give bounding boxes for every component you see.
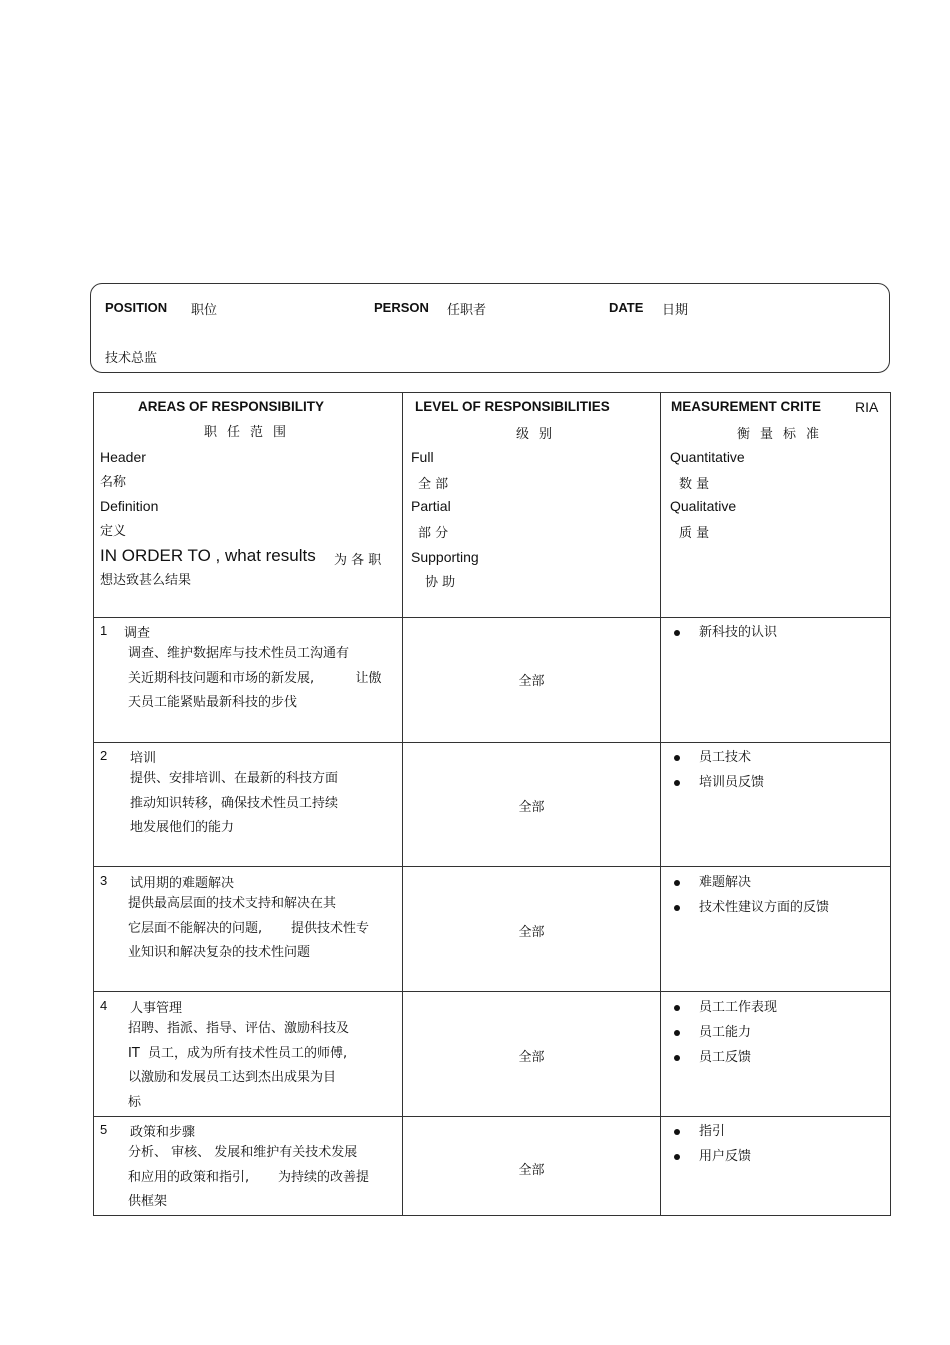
criteria-list	[671, 745, 764, 795]
level-cell	[403, 743, 661, 867]
level-title-cn: 级别	[516, 427, 563, 442]
measurement-quantitative-en: Quantitative	[670, 449, 745, 465]
row-number: 1	[100, 623, 108, 638]
row-description	[128, 1141, 390, 1215]
areas-definition-en: Definition	[100, 498, 159, 514]
table-row	[94, 618, 891, 743]
area-cell	[94, 992, 403, 1117]
areas-order-en: IN ORDER TO , what results	[100, 546, 316, 565]
row-description	[128, 892, 390, 966]
table-row	[94, 992, 891, 1117]
areas-definition-cn: 定义	[100, 524, 127, 539]
description-line: 提供、安排培训、在最新的科技方面	[130, 771, 339, 786]
criteria-cell	[661, 992, 891, 1117]
description-line: 天员工能紧贴最新科技的步伐	[128, 695, 298, 710]
table-row	[94, 1117, 891, 1216]
level-value: 全部	[518, 1163, 545, 1178]
areas-title: AREAS OF RESPONSIBILITY	[138, 399, 325, 414]
criteria-item: 用户反馈	[671, 1144, 751, 1169]
areas-title-cn: 职任范围	[204, 425, 297, 440]
level-supporting-cn: 协 助	[425, 575, 456, 590]
level-header-cell	[403, 393, 661, 618]
measurement-title-cn: 衡量标准	[737, 427, 830, 442]
row-title: 人事管理	[130, 1001, 183, 1016]
level-full-cn: 全 部	[418, 477, 449, 492]
criteria-cell	[661, 867, 891, 992]
position-value: 技术总监	[105, 351, 158, 366]
description-line: 业知识和解决复杂的技术性问题	[128, 945, 311, 960]
row-number: 2	[100, 748, 108, 763]
level-full-en: Full	[411, 449, 434, 465]
criteria-list	[671, 1119, 751, 1169]
description-line: 提供最高层面的技术支持和解决在其	[128, 896, 337, 911]
criteria-item: 指引	[671, 1119, 751, 1144]
criteria-list	[671, 620, 777, 645]
date-label-cn: 日期	[662, 303, 689, 318]
description-line: IT 员工，成为所有技术性员工的师傅,	[128, 1045, 348, 1061]
measurement-quantitative-cn: 数 量	[679, 477, 710, 492]
row-description	[130, 767, 392, 841]
row-description	[128, 642, 390, 716]
criteria-list	[671, 995, 777, 1070]
areas-header-cn: 名称	[100, 475, 127, 490]
description-line: 它层面不能解决的问题, 提供技术性专	[128, 920, 370, 936]
level-partial-cn: 部 分	[418, 526, 449, 541]
row-number: 5	[100, 1122, 108, 1137]
criteria-cell	[661, 618, 891, 743]
measurement-title-a: MEASUREMENT CRITE	[671, 399, 822, 414]
level-supporting-en: Supporting	[411, 549, 479, 565]
level-title: LEVEL OF RESPONSIBILITIES	[415, 399, 610, 414]
table-row	[94, 743, 891, 867]
date-label: DATE	[609, 300, 644, 315]
level-value: 全部	[518, 925, 545, 940]
row-title: 政策和步骤	[130, 1125, 196, 1140]
row-number: 3	[100, 873, 108, 888]
measurement-header-cell	[661, 393, 891, 618]
position-label: POSITION	[105, 300, 168, 315]
row-description	[128, 1017, 390, 1115]
area-cell	[94, 743, 403, 867]
criteria-cell	[661, 1117, 891, 1216]
level-value: 全部	[518, 800, 545, 815]
criteria-item: 新科技的认识	[671, 620, 777, 645]
criteria-item: 员工能力	[671, 1020, 777, 1045]
position-label-cn: 职位	[191, 303, 218, 318]
description-line: 调查、维护数据库与技术性员工沟通有	[128, 646, 350, 661]
area-cell	[94, 618, 403, 743]
row-title: 试用期的难题解决	[130, 876, 235, 891]
criteria-item: 员工技术	[671, 745, 764, 770]
criteria-item: 员工工作表现	[671, 995, 777, 1020]
description-line: 和应用的政策和指引, 为持续的改善提	[128, 1169, 370, 1185]
description-line: 供框架	[128, 1194, 168, 1209]
header-row	[94, 393, 891, 618]
description-line: 标	[128, 1094, 142, 1110]
criteria-item: 难题解决	[671, 870, 829, 895]
level-cell	[403, 867, 661, 992]
person-label: PERSON	[374, 300, 429, 315]
description-line: 地发展他们的能力	[130, 820, 235, 835]
description-line: 推动知识转移，确保技术性员工持续	[130, 795, 339, 811]
measurement-qualitative-cn: 质 量	[679, 526, 710, 541]
responsibility-table	[93, 392, 891, 1216]
level-value: 全部	[518, 1050, 545, 1065]
criteria-list	[671, 870, 829, 920]
areas-header-en: Header	[100, 449, 146, 465]
areas-order-cn-a: 为 各 职	[334, 553, 382, 568]
level-cell	[403, 992, 661, 1117]
measurement-qualitative-en: Qualitative	[670, 498, 737, 514]
level-partial-en: Partial	[411, 498, 451, 514]
row-title: 培训	[130, 751, 157, 766]
areas-header-cell	[94, 393, 403, 618]
criteria-item: 技术性建议方面的反馈	[671, 895, 829, 920]
table-row	[94, 867, 891, 992]
areas-order-cn-b: 想达致甚么结果	[100, 573, 192, 588]
criteria-cell	[661, 743, 891, 867]
description-line: 关近期科技问题和市场的新发展, 让傲	[128, 670, 382, 686]
measurement-title-b: RIA	[855, 399, 879, 415]
level-cell	[403, 1117, 661, 1216]
criteria-item: 员工反馈	[671, 1045, 777, 1070]
description-line: 以激励和发展员工达到杰出成果为目	[128, 1070, 337, 1085]
description-line: 分析、 审核、 发展和维护有关技术发展	[128, 1145, 358, 1160]
area-cell	[94, 1117, 403, 1216]
area-cell	[94, 867, 403, 992]
description-line: 招聘、指派、指导、评估、激励科技及	[128, 1021, 350, 1036]
level-value: 全部	[518, 674, 545, 689]
row-number: 4	[100, 998, 108, 1013]
criteria-item: 培训员反馈	[671, 770, 764, 795]
level-cell	[403, 618, 661, 743]
person-label-cn: 任职者	[447, 303, 487, 318]
position-info-box	[90, 283, 890, 373]
row-title: 调查	[124, 626, 151, 641]
